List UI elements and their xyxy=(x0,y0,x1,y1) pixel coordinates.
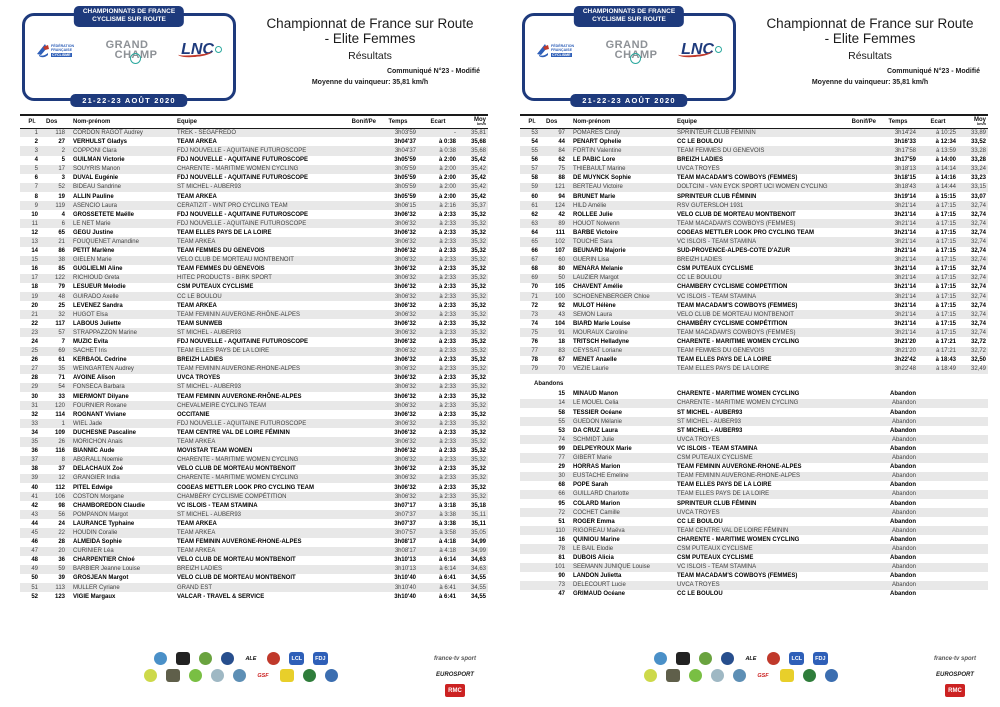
lnc-logo: LNC xyxy=(181,41,222,59)
result-row: 70 105 CHAVENT Amélie CHAMBÉRY CYCLISME COMPÉTITION 3h21'14 à 17:15 32,74 xyxy=(531,284,986,291)
result-row: 10 4 GROSSETETE Maëlle FDJ NOUVELLE - AQUITAINE FUTUROSCOPE 3h06'32 à 2:33 35,32 xyxy=(31,211,486,218)
result-row: 30 33 MIERMONT Dilyane TEAM FEMININ AUVERGNE-RHÔNE-ALPES 3h06'32 à 2:33 35,32 xyxy=(31,393,486,400)
sponsor-logo xyxy=(699,652,712,665)
abandon-row: 15 MINAUD Manon CHARENTE - MARITIME WOMEN CYCLING Abandon xyxy=(558,391,916,398)
result-row: 5 17 SOUYRIS Manon CHARENTE - MARITIME WOMEN CYCLING 3h05'59 à 2:00 35,42 xyxy=(20,165,488,174)
abandon-row: 47 GRIMAUD Océane CC LE BOULOU Abandon xyxy=(558,591,916,598)
result-row: 48 36 CHARPENTIER Chloé VELO CLUB DE MORTEAU MONTBENOIT 3h10'13 à 6:14 34,63 xyxy=(31,557,486,564)
result-row: 60 94 BRUNET Marie SPRINTEUR CLUB FÉMININ 3h19'14 à 15:15 33,07 xyxy=(531,193,986,200)
sponsor-logo xyxy=(267,652,280,665)
sponsor-logo-gsf: GSF xyxy=(257,672,269,679)
result-row: 67 60 GUERIN Lisa BREIZH LADIES 3h21'14 à 17:15 32,74 xyxy=(520,256,988,265)
winner-average: Moyenne du vainqueur: 35,81 km/h xyxy=(811,79,929,87)
results-subtitle: Résultats xyxy=(848,50,892,63)
title-block xyxy=(246,16,494,86)
abandon-row: 58 TESSIER Océane ST MICHEL - AUBER93 Abandon xyxy=(558,409,916,416)
result-row: 28 71 AVOINE Alison UVCA TROYES 3h06'32 à 2:33 35,32 xyxy=(31,375,486,382)
page-title: Championnat de France sur Route - Elite Femmes xyxy=(766,16,974,47)
result-row: 76 18 TRITSCH Helladyne CHARENTE - MARITIME WOMEN CYCLING 3h21'20 à 17:21 32,72 xyxy=(531,339,986,345)
result-row: 75 91 MOURAUX Caroline TEAM MACADAM'S COWBOYS (FEMMES) 3h21'14 à 17:15 32,74 xyxy=(520,328,988,337)
result-row: 25 69 SACHET Iris TEAM ELLES PAYS DE LA LOIRE 3h06'32 à 2:33 35,32 xyxy=(20,347,488,356)
result-row: 36 116 BIANNIC Aude MOVISTAR TEAM WOMEN 3h06'32 à 2:33 35,32 xyxy=(31,448,486,455)
result-row: 50 39 GROSJEAN Margot VELO CLUB DE MORTEAU MONTBENOIT 3h10'40 à 6:41 34,55 xyxy=(31,575,486,582)
banner-line1: CHAMPIONNATS DE FRANCE xyxy=(82,8,176,15)
ffc-logo xyxy=(36,42,82,58)
ffc-bird-icon xyxy=(36,42,50,58)
result-row: 26 61 KERBAOL Cedrine BREIZH LADIES 3h06'32 à 2:33 35,32 xyxy=(31,357,486,364)
result-row: 2 27 VERHULST Gladys TEAM ARKEA 3h04'37 à 0:38 35,68 xyxy=(34,138,486,145)
banner-line2: CYCLISME SUR ROUTE xyxy=(592,16,666,24)
result-row: 57 75 THIEBAULT Marine UVCA TROYES 3h18'13 à 14:14 33,24 xyxy=(520,165,988,174)
result-row: 59 121 BERTEAU Victoire DOLTCINI - VAN EYCK SPORT UCI WOMEN CYCLING 3h18'43 à 14:44 33,15 xyxy=(520,183,988,192)
sponsor-logo xyxy=(199,652,212,665)
result-row: 74 104 BIARD Marie Louise CHAMBÉRY CYCLISME COMPÉTITION 3h21'14 à 17:15 32,74 xyxy=(531,320,986,327)
result-row: 47 20 CURINIER Léa TEAM ARKEA 3h08'17 à 4:18 34,99 xyxy=(20,547,488,556)
result-row: 49 59 BARBIER Jeanne Louise BREIZH LADIES 3h10'13 à 6:14 34,63 xyxy=(20,565,488,574)
abandon-row: 110 RIGOREAU Maëva TEAM CENTRE VAL DE LOIRE FÉMININ Abandon xyxy=(520,526,988,535)
sponsor-logo-lcl: LCL xyxy=(289,652,304,665)
communique-note: Communiqué N°23 - Modifié xyxy=(886,68,980,76)
abandon-row: 73 DELECOURT Lucie UVCA TROYES Abandon xyxy=(520,581,988,590)
result-row: 40 112 PITEL Edwige COGEAS METTLER LOOK PRO CYCLING TEAM 3h06'32 à 2:33 35,32 xyxy=(31,484,486,491)
result-row: 13 21 FOUQUENET Amandine TEAM ARKEA 3h06'32 à 2:33 35,32 xyxy=(20,237,488,246)
media-logos xyxy=(924,652,986,697)
result-row: 22 117 LABOUS Juliette TEAM SUNWEB 3h06'32 à 2:33 35,32 xyxy=(31,320,486,327)
result-row: 19 48 GUIRADO Axelle CC LE BOULOU 3h06'32 à 2:33 35,32 xyxy=(20,292,488,301)
result-row: 43 56 POMPANON Margot ST MICHEL - AUBER93 3h07'37 à 3:38 35,11 xyxy=(20,510,488,519)
result-row: 7 52 BIDEAU Sandrine ST MICHEL - AUBER93 3h05'59 à 2:00 35,42 xyxy=(20,183,488,192)
result-row: 8 19 ALLIN Pauline TEAM ARKEA 3h05'59 à 2:00 35,42 xyxy=(34,193,486,200)
sponsor-row-1 xyxy=(558,652,924,665)
sponsor-row-2 xyxy=(558,669,924,682)
sponsor-logo xyxy=(166,669,180,682)
sponsors-footer-1 xyxy=(58,652,486,697)
result-row: 58 88 DE MUYNCK Sophie TEAM MACADAM'S COWBOYS (FEMMES) 3h18'15 à 14:16 33,23 xyxy=(531,175,986,182)
result-row: 18 79 LESUEUR Melodie CSM PUTEAUX CYCLISME 3h06'32 à 2:33 35,32 xyxy=(31,284,486,291)
result-row: 35 26 MORICHON Anais TEAM ARKEA 3h06'32 à 2:33 35,32 xyxy=(20,437,488,446)
sponsor-logo-ale: ALE xyxy=(245,655,257,662)
result-row: 39 12 GRANGIER India CHARENTE - MARITIME WOMEN CYCLING 3h06'32 à 2:33 35,32 xyxy=(20,474,488,483)
sponsors-footer-2 xyxy=(558,652,986,697)
abandon-row: 68 POPE Sarah TEAM ELLES PAYS DE LA LOIRE Abandon xyxy=(558,482,916,489)
sponsor-logo xyxy=(233,669,246,682)
abandon-row: 14 LE MOUEL Celia CHARENTE - MARITIME WOMEN CYCLING Abandon xyxy=(520,399,988,408)
sponsor-logo xyxy=(676,652,690,665)
communique-note: Communiqué N°23 - Modifié xyxy=(386,68,480,76)
sponsor-logo xyxy=(780,669,794,682)
result-row: 72 92 MULOT Hélène TEAM MACADAM'S COWBOYS (FEMMES) 3h21'14 à 17:15 32,74 xyxy=(531,302,986,309)
title-block xyxy=(746,16,994,86)
abandon-row: 53 DA CRUZ Laura ST MICHEL - AUBER93 Abandon xyxy=(558,427,916,434)
sponsor-logo-france-tv-sport: france·tv sport xyxy=(933,655,976,662)
sponsor-logo-france-tv-sport: france·tv sport xyxy=(433,655,476,662)
organizer-logos xyxy=(31,40,227,61)
event-banner xyxy=(574,6,684,27)
abandons-section-label: Abandons xyxy=(534,380,564,387)
results-table-2 xyxy=(520,114,988,374)
sponsor-logo xyxy=(280,669,294,682)
sponsor-logo xyxy=(825,669,838,682)
abandon-row: 90 LANDON Julietta TEAM MACADAM'S COWBOYS (FEMMES) Abandon xyxy=(558,573,916,580)
abandon-row: 72 COCHET Camille UVCA TROYES Abandon xyxy=(520,508,988,517)
sponsor-logo xyxy=(211,669,224,682)
sponsor-row-2 xyxy=(58,669,424,682)
result-row: 29 54 FONSECA Barbara ST MICHEL - AUBER93 3h06'32 à 2:33 35,32 xyxy=(20,383,488,392)
result-row: 55 84 FORTIN Valentine TEAM FEMMES DU GENEVOIS 3h17'58 à 13:59 33,28 xyxy=(520,146,988,155)
sponsor-logo-rmc: RMC xyxy=(445,684,465,697)
sponsor-logo-ale: ALE xyxy=(745,655,757,662)
grand-champ-logo: GRAND CHAMP xyxy=(605,39,658,62)
sponsor-logo xyxy=(654,652,667,665)
abandon-row: 16 QUINIOU Marine CHARENTE - MARITIME WOMEN CYCLING Abandon xyxy=(558,536,916,543)
ffc-text: FÉDÉRATION FRANÇAISE CYCLISME xyxy=(551,43,575,57)
abandon-row: 55 GUEDON Mélanie ST MICHEL - AUBER93 Abandon xyxy=(520,417,988,426)
results-table-wrap-1 xyxy=(20,114,488,601)
result-row: 46 28 ALMEIDA Sophie TEAM FEMININ AUVERGNE-RHÔNE-ALPES 3h08'17 à 4:18 34,99 xyxy=(31,539,486,546)
result-row: 31 120 FOURNIER Roxane CHEVALMEIRE CYCLING TEAM 3h06'32 à 2:33 35,32 xyxy=(20,401,488,410)
result-row: 3 2 COPPONI Clara FDJ NOUVELLE - AQUITAINE FUTUROSCOPE 3h04'37 à 0:38 35,68 xyxy=(20,146,488,155)
sponsor-logo-fdj: FDJ xyxy=(313,652,327,665)
result-row: 64 111 BARBE Victoire COGEAS METTLER LOOK PRO CYCLING TEAM 3h21'14 à 17:15 32,74 xyxy=(531,229,986,236)
result-row: 23 57 STRAPPAZZON Marine ST MICHEL - AUBER93 3h06'32 à 2:33 35,32 xyxy=(20,328,488,337)
result-row: 21 32 HUGOT Elsa TEAM FEMININ AUVERGNE-RHÔNE-ALPES 3h06'32 à 2:33 35,32 xyxy=(20,310,488,319)
result-row: 32 114 ROGNANT Viviane OCCITANIE 3h06'32 à 2:33 35,32 xyxy=(31,411,486,418)
result-row: 79 70 VEZIE Laurie TEAM ELLES PAYS DE LA LOIRE 3h22'48 à 18:49 32,49 xyxy=(520,365,988,374)
winner-average: Moyenne du vainqueur: 35,81 km/h xyxy=(311,79,429,87)
grand-champ-logo: GRAND CHAMP xyxy=(105,39,158,62)
result-row: 15 38 GIELEN Marie VELO CLUB DE MORTEAU MONTBENOIT 3h06'32 à 2:33 35,32 xyxy=(20,256,488,265)
sponsor-logo xyxy=(144,669,157,682)
sponsor-logo xyxy=(721,652,734,665)
result-row: 61 124 HILD Amélie RSV GUTERSLOH 1931 3h21'14 à 17:15 32,74 xyxy=(520,201,988,210)
result-row: 24 7 MUZIC Evita FDJ NOUVELLE - AQUITAINE FUTUROSCOPE 3h06'32 à 2:33 35,32 xyxy=(31,339,486,345)
result-row: 38 37 DELACHAUX Zoé VELO CLUB DE MORTEAU MONTBENOIT 3h06'32 à 2:33 35,32 xyxy=(31,466,486,473)
event-logo-box xyxy=(22,8,236,105)
result-row: 56 62 LE PABIC Lore BREIZH LADIES 3h17'59 à 14:00 33,28 xyxy=(531,157,986,164)
table-header: Pl. Dos Nom-prénom Equipe Bonif/Pe Temps Ecart Moy km/h xyxy=(20,115,488,128)
page-title: Championnat de France sur Route - Elite Femmes xyxy=(266,16,474,47)
results-subtitle: Résultats xyxy=(348,50,392,63)
result-row: 68 80 MENARA Melanie CSM PUTEAUX CYCLISME 3h21'14 à 17:15 32,74 xyxy=(531,266,986,273)
result-row: 34 109 DUCHESNE Pascaline TEAM CENTRE VAL DE LOIRE FÉMININ 3h06'32 à 2:33 35,32 xyxy=(31,429,486,436)
result-row: 41 106 COSTON Morgane CHAMBÉRY CYCLISME COMPÉTITION 3h06'32 à 2:33 35,32 xyxy=(20,492,488,501)
result-row: 14 86 PETIT Marlène TEAM FEMMES DU GENEVOIS 3h06'32 à 2:33 35,32 xyxy=(31,248,486,255)
ffc-text: FÉDÉRATION FRANÇAISE CYCLISME xyxy=(51,43,75,57)
abandon-row: 77 GIBERT Marie CSM PUTEAUX CYCLISME Abandon xyxy=(520,453,988,462)
sponsor-logo xyxy=(325,669,338,682)
abandons-table xyxy=(520,390,988,599)
result-row: 62 42 ROLLEE Julie VELO CLUB DE MORTEAU MONTBENOIT 3h21'14 à 17:15 32,74 xyxy=(531,211,986,218)
sponsor-logo xyxy=(733,669,746,682)
event-banner xyxy=(74,6,184,27)
result-row: 71 100 SCHOENENBERGER Chloe VC ISLOIS - TEAM STAMINA 3h21'14 à 17:15 32,74 xyxy=(520,292,988,301)
abandon-row: 66 GUILLARD Charlotte TEAM ELLES PAYS DE LA LOIRE Abandon xyxy=(520,490,988,499)
sponsor-logo xyxy=(644,669,657,682)
result-row: 12 65 GEGU Justine TEAM ELLES PAYS DE LA LOIRE 3h06'32 à 2:33 35,32 xyxy=(31,229,486,236)
result-row: 27 35 WEINGARTEN Audrey TEAM FEMININ AUVERGNE-RHÔNE-ALPES 3h06'32 à 2:33 35,32 xyxy=(20,365,488,374)
sponsor-logo xyxy=(767,652,780,665)
media-logos xyxy=(424,652,486,697)
result-row: 69 50 LAUZIER Margot CC LE BOULOU 3h21'14 à 17:15 32,74 xyxy=(520,274,988,283)
event-logo-box xyxy=(522,8,736,105)
result-row: 6 3 DUVAL Eugénie FDJ NOUVELLE - AQUITAINE FUTUROSCOPE 3h05'59 à 2:00 35,42 xyxy=(34,175,486,182)
sponsor-logo xyxy=(666,669,680,682)
result-row: 9 119 ASENCIO Laura CERATIZIT - WNT PRO CYCLING TEAM 3h06'15 à 2:16 35,37 xyxy=(20,201,488,210)
sponsor-logo xyxy=(189,669,202,682)
result-row: 17 122 RICHIOUD Greta HITEC PRODUCTS - BIRK SPORT 3h06'32 à 2:33 35,32 xyxy=(20,274,488,283)
result-row: 51 113 MULLER Cyriane GRAND EST 3h10'40 à 6:41 34,55 xyxy=(20,583,488,592)
event-date: 21-22-23 AOÛT 2020 xyxy=(70,94,187,107)
abandon-row: 101 SEEMANN JUNIQUE Louise VC ISLOIS - TEAM STAMINA Abandon xyxy=(520,563,988,572)
result-row: 63 89 HOUOT Nolwenn TEAM MACADAM'S COWBOYS (FEMMES) 3h21'14 à 17:15 32,74 xyxy=(520,219,988,228)
sponsor-logo xyxy=(154,652,167,665)
sponsor-logo xyxy=(803,669,816,682)
sponsor-logo-eurosport: EUROSPORT xyxy=(936,671,974,678)
banner-line1: CHAMPIONNATS DE FRANCE xyxy=(582,8,676,15)
result-row: 66 107 BEUNARD Majorie SUD-PROVENCE-ALPES-CÔTE D'AZUR 3h21'14 à 17:15 32,74 xyxy=(531,248,986,255)
abandon-row: 51 ROGER Emma CC LE BOULOU Abandon xyxy=(558,518,916,525)
sponsor-logo xyxy=(303,669,316,682)
result-row: 33 1 WIEL Jade FDJ NOUVELLE - AQUITAINE FUTUROSCOPE 3h06'32 à 2:33 35,32 xyxy=(20,419,488,428)
sponsor-logo xyxy=(176,652,190,665)
abandon-row: 78 LE BAIL Elodie CSM PUTEAUX CYCLISME Abandon xyxy=(520,544,988,553)
table-header: Pl. Dos Nom-prénom Equipe Bonif/Pe Temps Ecart Moy km/h xyxy=(520,115,988,128)
abandon-row: 99 DELPEYROUX Marie VC ISLOIS - TEAM STAMINA Abandon xyxy=(558,445,916,452)
abandon-row: 29 HORRAS Marion TEAM FEMININ AUVERGNE-RHÔNE-ALPES Abandon xyxy=(558,464,916,471)
sponsor-logo-rmc: RMC xyxy=(945,684,965,697)
organizer-logos xyxy=(531,40,727,61)
ffc-logo xyxy=(536,42,582,58)
result-row: 4 5 GUILMAN Victorie FDJ NOUVELLE - AQUITAINE FUTUROSCOPE 3h05'59 à 2:00 35,42 xyxy=(34,157,486,164)
result-row: 37 8 ABGRALL Noemie CHARENTE - MARITIME WOMEN CYCLING 3h06'32 à 2:33 35,32 xyxy=(20,456,488,465)
result-row: 16 85 GUGLIELMI Aline TEAM FEMMES DU GENEVOIS 3h06'32 à 2:33 35,32 xyxy=(31,266,486,273)
result-row: 54 44 PENART Ophelie CC LE BOULOU 3h16'33 à 12:34 33,52 xyxy=(531,138,986,145)
sponsor-logo xyxy=(711,669,724,682)
lnc-logo: LNC xyxy=(681,41,722,59)
result-row: 11 6 LE NET Marie FDJ NOUVELLE - AQUITAINE FUTUROSCOPE 3h06'32 à 2:33 35,32 xyxy=(20,219,488,228)
result-row: 1 118 CORDON RAGOT Audrey TREK - SEGAFREDO 3h03'59 - 35,81 xyxy=(20,128,488,137)
result-row: 52 123 VIGIE Margaux VALCAR - TRAVEL & SERVICE 3h10'40 à 6:41 34,55 xyxy=(31,593,486,600)
abandon-row: 95 COLARD Marion SPRINTEUR CLUB FÉMININ Abandon xyxy=(558,500,916,507)
result-row: 65 102 TOUCHE Sara VC ISLOIS - TEAM STAMINA 3h21'14 à 17:15 32,74 xyxy=(520,237,988,246)
event-date: 21-22-23 AOÛT 2020 xyxy=(570,94,687,107)
sponsor-row-1 xyxy=(58,652,424,665)
sponsor-logo-fdj: FDJ xyxy=(813,652,827,665)
sponsor-logo-lcl: LCL xyxy=(789,652,804,665)
banner-line2: CYCLISME SUR ROUTE xyxy=(92,16,166,24)
sponsor-logo-gsf: GSF xyxy=(757,672,769,679)
abandon-row: 81 DUBOIS Alicia CSM PUTEAUX CYCLISME Abandon xyxy=(558,555,916,562)
sponsor-logo-eurosport: EUROSPORT xyxy=(436,671,474,678)
result-row: 53 97 POMARES Cindy SPRINTEUR CLUB FÉMININ 3h14'24 à 10:25 33,89 xyxy=(520,128,988,137)
abandon-row: 74 SCHMIDT Julie UVCA TROYES Abandon xyxy=(520,435,988,444)
results-page-2 xyxy=(500,0,1000,707)
results-table-wrap-2 xyxy=(520,114,988,599)
sponsor-logo xyxy=(689,669,702,682)
result-row: 77 83 CEYSSAT Loriane TEAM FEMMES DU GENEVOIS 3h21'20 à 17:21 32,72 xyxy=(520,347,988,356)
ffc-bird-icon xyxy=(536,42,550,58)
abandon-row: 30 EUSTACHE Emeline TEAM FEMININ AUVERGNE-RHÔNE-ALPES Abandon xyxy=(520,472,988,481)
result-row: 20 25 LEVENEZ Sandra TEAM ARKEA 3h06'32 à 2:33 35,32 xyxy=(31,302,486,309)
result-row: 44 24 LAURANCE Typhaine TEAM ARKEA 3h07'37 à 3:38 35,11 xyxy=(31,520,486,527)
result-row: 42 98 CHAMBOREDON Claudie VC ISLOIS - TEAM STAMINA 3h07'17 à 3:18 35,18 xyxy=(31,502,486,509)
result-row: 73 43 SEMON Laura VELO CLUB DE MORTEAU MONTBENOIT 3h21'14 à 17:15 32,74 xyxy=(520,310,988,319)
results-table-1 xyxy=(20,114,488,601)
result-row: 45 22 HOUDIN Coralie TEAM ARKEA 3h07'57 à 3:58 35,05 xyxy=(20,528,488,537)
result-row: 78 67 MENET Anaelle TEAM ELLES PAYS DE LA LOIRE 3h22'42 à 18:43 32,50 xyxy=(531,357,986,364)
sponsor-logo xyxy=(221,652,234,665)
